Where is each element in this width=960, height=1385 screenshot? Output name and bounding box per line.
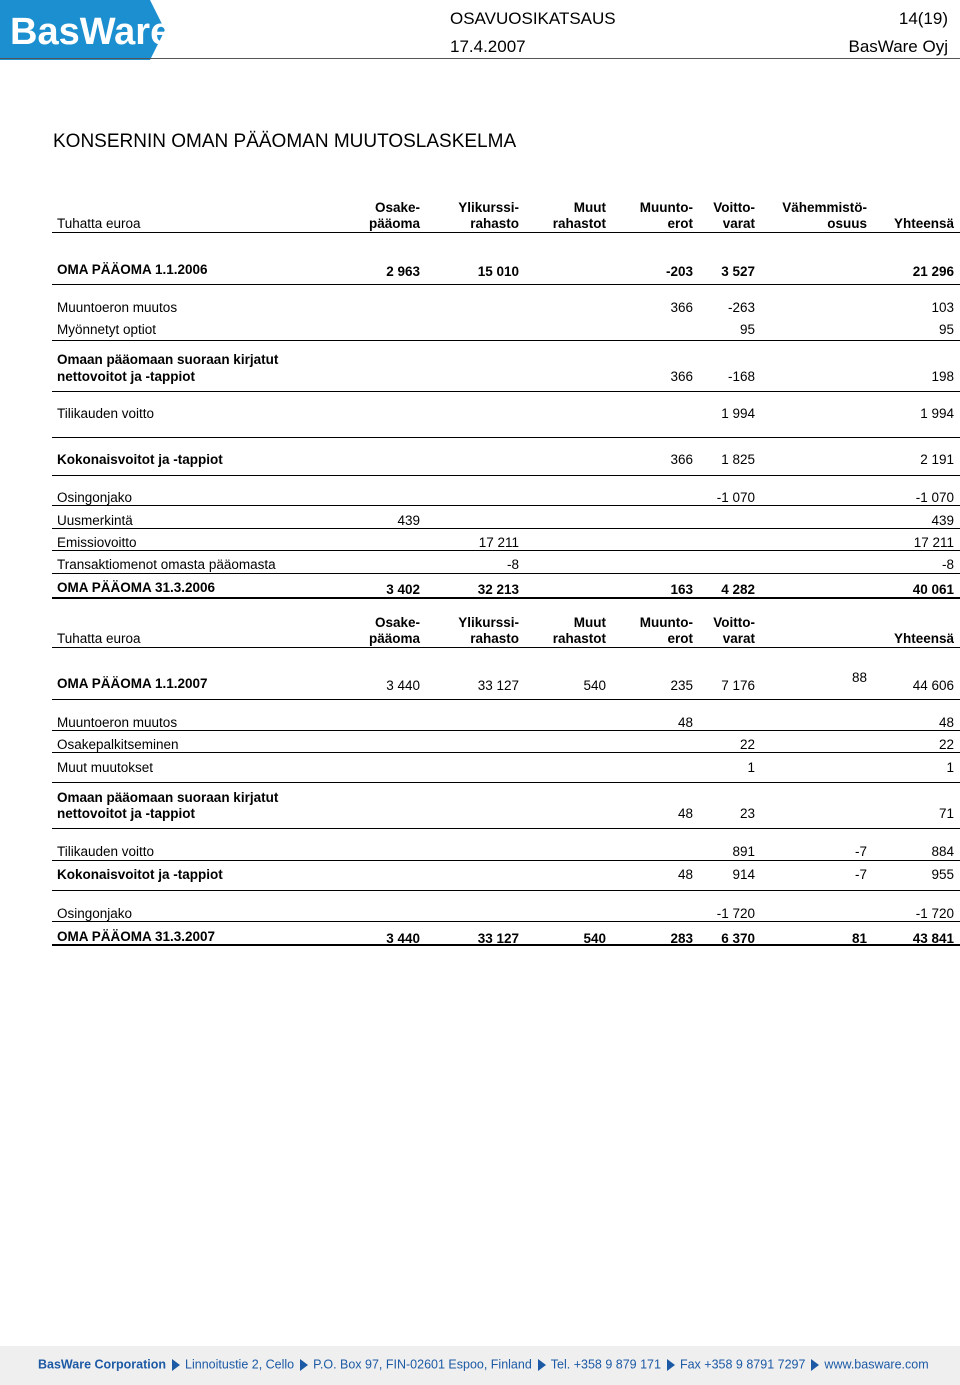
- cell-value: 163: [670, 582, 693, 597]
- logo-text: BasWare: [10, 11, 172, 53]
- cell-value: -203: [665, 264, 693, 279]
- cell-value: 48: [677, 715, 693, 730]
- cell-value: 32 213: [477, 582, 519, 597]
- column-header: Voitto-: [713, 615, 755, 630]
- table-rule: [52, 437, 960, 438]
- row-label: Uusmerkintä: [57, 513, 133, 528]
- cell-value: 439: [397, 513, 420, 528]
- cell-value: -8: [506, 557, 519, 572]
- column-header: Muunto-: [639, 200, 693, 215]
- cell-value: 33 127: [477, 678, 519, 693]
- cell-value: -1 070: [716, 490, 755, 505]
- row-label: Osingonjako: [57, 906, 133, 921]
- cell-value: 884: [931, 844, 954, 859]
- cell-value: 103: [931, 300, 954, 315]
- arrow-right-icon: [172, 1359, 180, 1371]
- row-label: OMA PÄÄOMA 31.3.2006: [57, 580, 216, 595]
- table-rule: [52, 505, 960, 506]
- table-rule: [52, 284, 960, 285]
- cell-value: -1 070: [915, 490, 954, 505]
- arrow-right-icon: [300, 1359, 308, 1371]
- table-rule: [52, 828, 960, 829]
- cell-value: 283: [670, 931, 693, 946]
- row-label: Myönnetyt optiot: [57, 322, 157, 337]
- column-header: Voitto-: [713, 200, 755, 215]
- column-header: rahasto: [470, 631, 519, 646]
- footer-web[interactable]: www.basware.com: [824, 1357, 929, 1372]
- column-header: Muut: [573, 615, 606, 630]
- column-header: varat: [722, 216, 755, 231]
- cell-value: 95: [938, 322, 954, 337]
- cell-value: 95: [739, 322, 755, 337]
- cell-value: 81: [851, 931, 867, 946]
- table-rule: [52, 752, 960, 753]
- cell-value: 198: [931, 369, 954, 384]
- row-label: Omaan pääomaan suoraan kirjatut: [57, 352, 279, 367]
- column-header: rahastot: [552, 216, 606, 231]
- footer: [38, 1357, 929, 1372]
- cell-value: 15 010: [477, 264, 519, 279]
- column-header-total: Yhteensä: [893, 216, 954, 231]
- arrow-right-icon: [667, 1359, 675, 1371]
- cell-value: 914: [732, 867, 755, 882]
- column-header-total: Yhteensä: [893, 631, 954, 646]
- cell-value: 23: [739, 806, 755, 821]
- cell-value: 891: [732, 844, 755, 859]
- cell-value: 1 994: [721, 406, 755, 421]
- table-rule: [52, 391, 960, 392]
- row-label: Tilikauden voitto: [57, 844, 155, 859]
- cell-value: 48: [938, 715, 954, 730]
- page-number: 14(19): [898, 9, 948, 28]
- cell-value: 1 994: [920, 406, 954, 421]
- row-label: nettovoitot ja -tappiot: [57, 806, 195, 821]
- row-label: Emissiovoitto: [57, 535, 137, 550]
- cell-value: 2 191: [920, 452, 954, 467]
- column-header: Ylikurssi-: [458, 615, 519, 630]
- cell-value: -1 720: [716, 906, 755, 921]
- column-header: Ylikurssi-: [458, 200, 519, 215]
- row-label: Muut muutokset: [57, 760, 154, 775]
- table-rule: [52, 921, 960, 922]
- cell-value: 48: [677, 806, 693, 821]
- cell-value: 21 296: [912, 264, 954, 279]
- cell-value: -263: [727, 300, 755, 315]
- cell-value: 3 527: [721, 264, 755, 279]
- table-rule: [52, 890, 960, 891]
- row-label: OMA PÄÄOMA 1.1.2006: [57, 262, 208, 277]
- cell-value: 7 176: [721, 678, 755, 693]
- cell-value: 44 606: [912, 678, 954, 693]
- cell-value: -8: [941, 557, 954, 572]
- cell-value: -168: [727, 369, 755, 384]
- cell-value: 43 841: [912, 931, 954, 946]
- cell-value: 71: [938, 806, 954, 821]
- row-label: Muuntoeron muutos: [57, 300, 178, 315]
- cell-value: 366: [670, 452, 693, 467]
- column-header: rahastot: [552, 631, 606, 646]
- table-rule: [52, 597, 960, 599]
- cell-value: 22: [938, 737, 954, 752]
- cell-value: 2 963: [386, 264, 420, 279]
- row-label: Kokonaisvoitot ja -tappiot: [57, 452, 223, 467]
- arrow-right-icon: [811, 1359, 819, 1371]
- header-divider: [0, 58, 960, 59]
- column-header: erot: [667, 216, 693, 231]
- page-title: KONSERNIN OMAN PÄÄOMAN MUUTOSLASKELMA: [53, 131, 517, 152]
- cell-value: -7: [854, 844, 867, 859]
- row-label: OMA PÄÄOMA 1.1.2007: [57, 676, 208, 691]
- cell-value: 3 402: [386, 582, 420, 597]
- table-rule: [52, 860, 960, 861]
- footer-address: Linnoitustie 2, Cello: [185, 1357, 295, 1372]
- column-header: rahasto: [470, 216, 519, 231]
- cell-value: 4 282: [721, 582, 755, 597]
- cell-value: 40 061: [912, 582, 954, 597]
- column-header: varat: [722, 631, 755, 646]
- row-label: Kokonaisvoitot ja -tappiot: [57, 867, 223, 882]
- column-header: Osake-: [374, 615, 420, 630]
- cell-value: 1: [747, 760, 755, 775]
- table-rule: [52, 730, 960, 731]
- row-label: Osakepalkitseminen: [57, 737, 179, 752]
- table-rule: [52, 699, 960, 700]
- cell-value: 540: [583, 678, 606, 693]
- column-header: pääoma: [368, 216, 420, 231]
- footer-fax: Fax +358 9 8791 7297: [679, 1357, 806, 1372]
- cell-value: 88: [851, 670, 867, 685]
- cell-value: 6 370: [721, 931, 755, 946]
- column-header: Muut: [573, 200, 606, 215]
- cell-value: 955: [931, 867, 954, 882]
- cell-value: 540: [583, 931, 606, 946]
- cell-value: 17 211: [913, 535, 954, 550]
- table-rule: [52, 475, 960, 476]
- cell-value: 3 440: [386, 931, 420, 946]
- column-header: erot: [667, 631, 693, 646]
- cell-value: 235: [670, 678, 693, 693]
- basware-logo: [0, 0, 182, 60]
- cell-value: -1 720: [915, 906, 954, 921]
- table-rule: [52, 232, 960, 233]
- row-label: OMA PÄÄOMA 31.3.2007: [57, 929, 216, 944]
- cell-value: 366: [670, 369, 693, 384]
- footer-tel: Tel. +358 9 879 171: [550, 1357, 661, 1372]
- footer-corp: BasWare Corporation: [38, 1357, 167, 1372]
- cell-value: -7: [854, 867, 867, 882]
- cell-value: 439: [931, 513, 954, 528]
- cell-value: 33 127: [477, 931, 519, 946]
- row-label: Tilikauden voitto: [57, 406, 155, 421]
- column-header: Vähemmistö-: [782, 200, 867, 215]
- company-name: BasWare Oyj: [848, 37, 948, 56]
- table-rule: [52, 340, 960, 341]
- column-header-unit: Tuhatta euroa: [57, 216, 141, 231]
- column-header: Muunto-: [639, 615, 693, 630]
- doc-date: 17.4.2007: [450, 37, 526, 56]
- arrow-right-icon: [538, 1359, 546, 1371]
- footer-pobox: P.O. Box 97, FIN-02601 Espoo, Finland: [313, 1357, 532, 1372]
- table-rule: [52, 782, 960, 783]
- row-label: Osingonjako: [57, 490, 133, 505]
- table-rule: [52, 573, 960, 574]
- cell-value: 3 440: [386, 678, 420, 693]
- table-rule: [52, 550, 960, 551]
- column-header: osuus: [827, 216, 867, 231]
- column-header-unit: Tuhatta euroa: [57, 631, 141, 646]
- cell-value: 22: [739, 737, 755, 752]
- row-label: Omaan pääomaan suoraan kirjatut: [57, 790, 279, 805]
- row-label: Muuntoeron muutos: [57, 715, 178, 730]
- cell-value: 1 825: [721, 452, 755, 467]
- cell-value: 48: [677, 867, 693, 882]
- cell-value: 17 211: [478, 535, 519, 550]
- column-header: Osake-: [374, 200, 420, 215]
- cell-value: 366: [670, 300, 693, 315]
- cell-value: 1: [946, 760, 954, 775]
- table-rule: [52, 647, 960, 648]
- column-header: pääoma: [368, 631, 420, 646]
- row-label: nettovoitot ja -tappiot: [57, 369, 195, 384]
- doc-type: OSAVUOSIKATSAUS: [450, 9, 616, 28]
- table-rule: [52, 528, 960, 529]
- row-label: Transaktiomenot omasta pääomasta: [57, 557, 276, 572]
